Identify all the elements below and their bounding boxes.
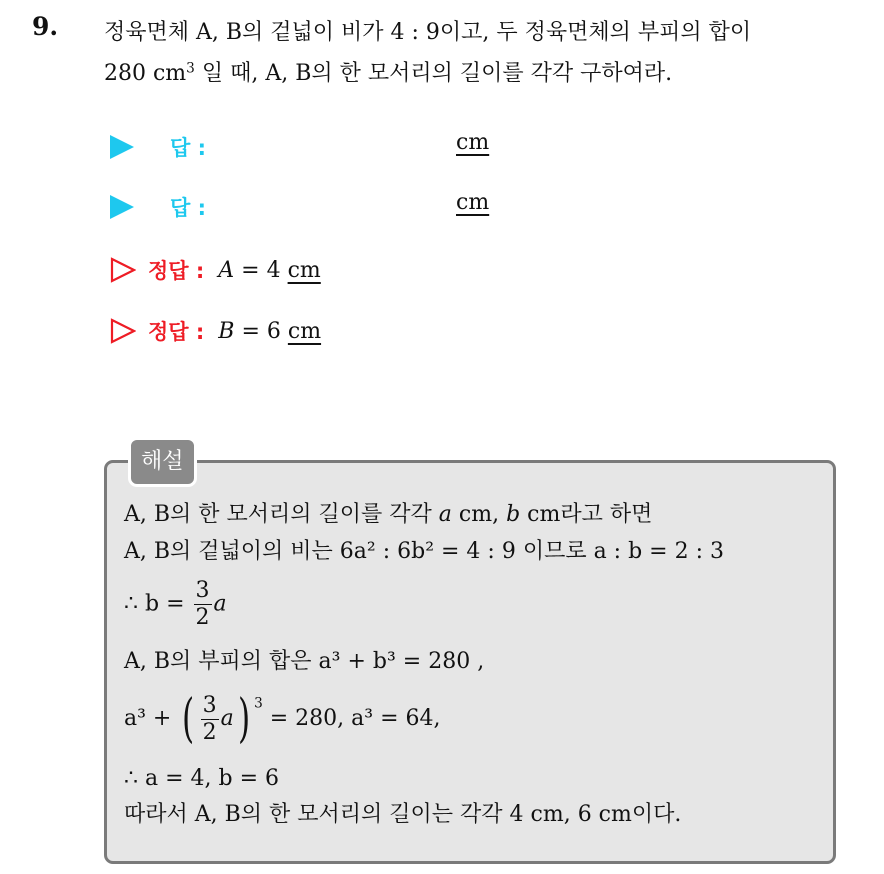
answer-unit-2[interactable]: cm <box>456 190 490 215</box>
answer-marker-icon <box>110 195 134 219</box>
answer-row-2 <box>110 190 206 224</box>
correct-value-1 <box>218 258 321 283</box>
question-line-1: 정육면체 A, B의 겉넓이 비가 4 : 9이고, 두 정육면체의 부피의 합이 <box>104 20 752 45</box>
correct-var: B <box>218 318 235 344</box>
exp-text: cm라고 하면 <box>520 502 653 527</box>
correct-value-2 <box>218 319 321 344</box>
exp-text: cm, <box>451 502 507 527</box>
correct-unit: cm <box>287 318 322 344</box>
question-line-2 <box>104 53 874 94</box>
explanation-line-7: 따라서 A, B의 한 모서리의 길이는 각각 4 cm, 6 cm이다. <box>124 802 682 827</box>
answer-row-1 <box>110 130 206 164</box>
explanation-line-3 <box>124 578 227 631</box>
exp-var: a <box>438 502 452 527</box>
fraction-denominator: 2 <box>202 719 217 745</box>
question-line-2-rest: 일 때, A, B의 한 모서리의 길이를 각각 구하여라. <box>194 61 673 86</box>
correct-unit: cm <box>287 257 321 283</box>
explanation-line-4: A, B의 부피의 합은 a³ + b³ = 280 , <box>124 649 485 674</box>
answer-unit-1[interactable]: cm <box>456 130 490 155</box>
answer-marker-icon <box>110 135 134 159</box>
fraction-numerator: 3 <box>202 692 217 718</box>
correct-row-1 <box>110 253 321 287</box>
question-volume-exponent: 3 <box>186 60 195 77</box>
explanation-line-1 <box>124 500 652 530</box>
correct-marker-icon <box>110 318 136 344</box>
exp-text: A, B의 한 모서리의 길이를 각각 <box>124 502 439 527</box>
correct-eq: = 6 <box>234 318 281 344</box>
right-paren: ) <box>237 689 251 749</box>
problem-number: 9. <box>32 12 59 41</box>
exp-var: b <box>506 502 521 527</box>
exp-var: a <box>213 591 227 617</box>
fraction-numerator: 3 <box>195 578 210 603</box>
exp-text: a³ + <box>124 706 179 731</box>
answer-label: 답 : <box>170 136 206 160</box>
left-paren: ( <box>182 689 195 749</box>
explanation-line-2: A, B의 겉넓이의 비는 6a² : 6b² = 4 : 9 이므로 a : b = 2 : 3 <box>124 539 724 564</box>
question-volume: 280 cm <box>104 61 187 86</box>
fraction <box>194 578 212 631</box>
correct-var: A <box>218 257 235 283</box>
correct-row-2 <box>110 314 321 348</box>
exp-text: ∴ b = <box>124 591 192 617</box>
explanation-tag: 해설 <box>128 437 197 487</box>
explanation-line-5 <box>124 688 441 750</box>
correct-label: 정답 : <box>148 320 205 344</box>
correct-label: 정답 : <box>148 259 205 283</box>
question-text <box>104 12 874 94</box>
exponent: 3 <box>254 695 263 712</box>
explanation-line-6: ∴ a = 4, b = 6 <box>124 766 280 791</box>
exp-var: a <box>220 706 234 731</box>
fraction-denominator: 2 <box>195 605 210 630</box>
correct-marker-icon <box>110 257 136 283</box>
exp-text: = 280, a³ = 64, <box>262 706 441 731</box>
answer-label: 답 : <box>170 196 206 220</box>
correct-eq: = 4 <box>234 257 281 283</box>
fraction <box>201 693 219 746</box>
